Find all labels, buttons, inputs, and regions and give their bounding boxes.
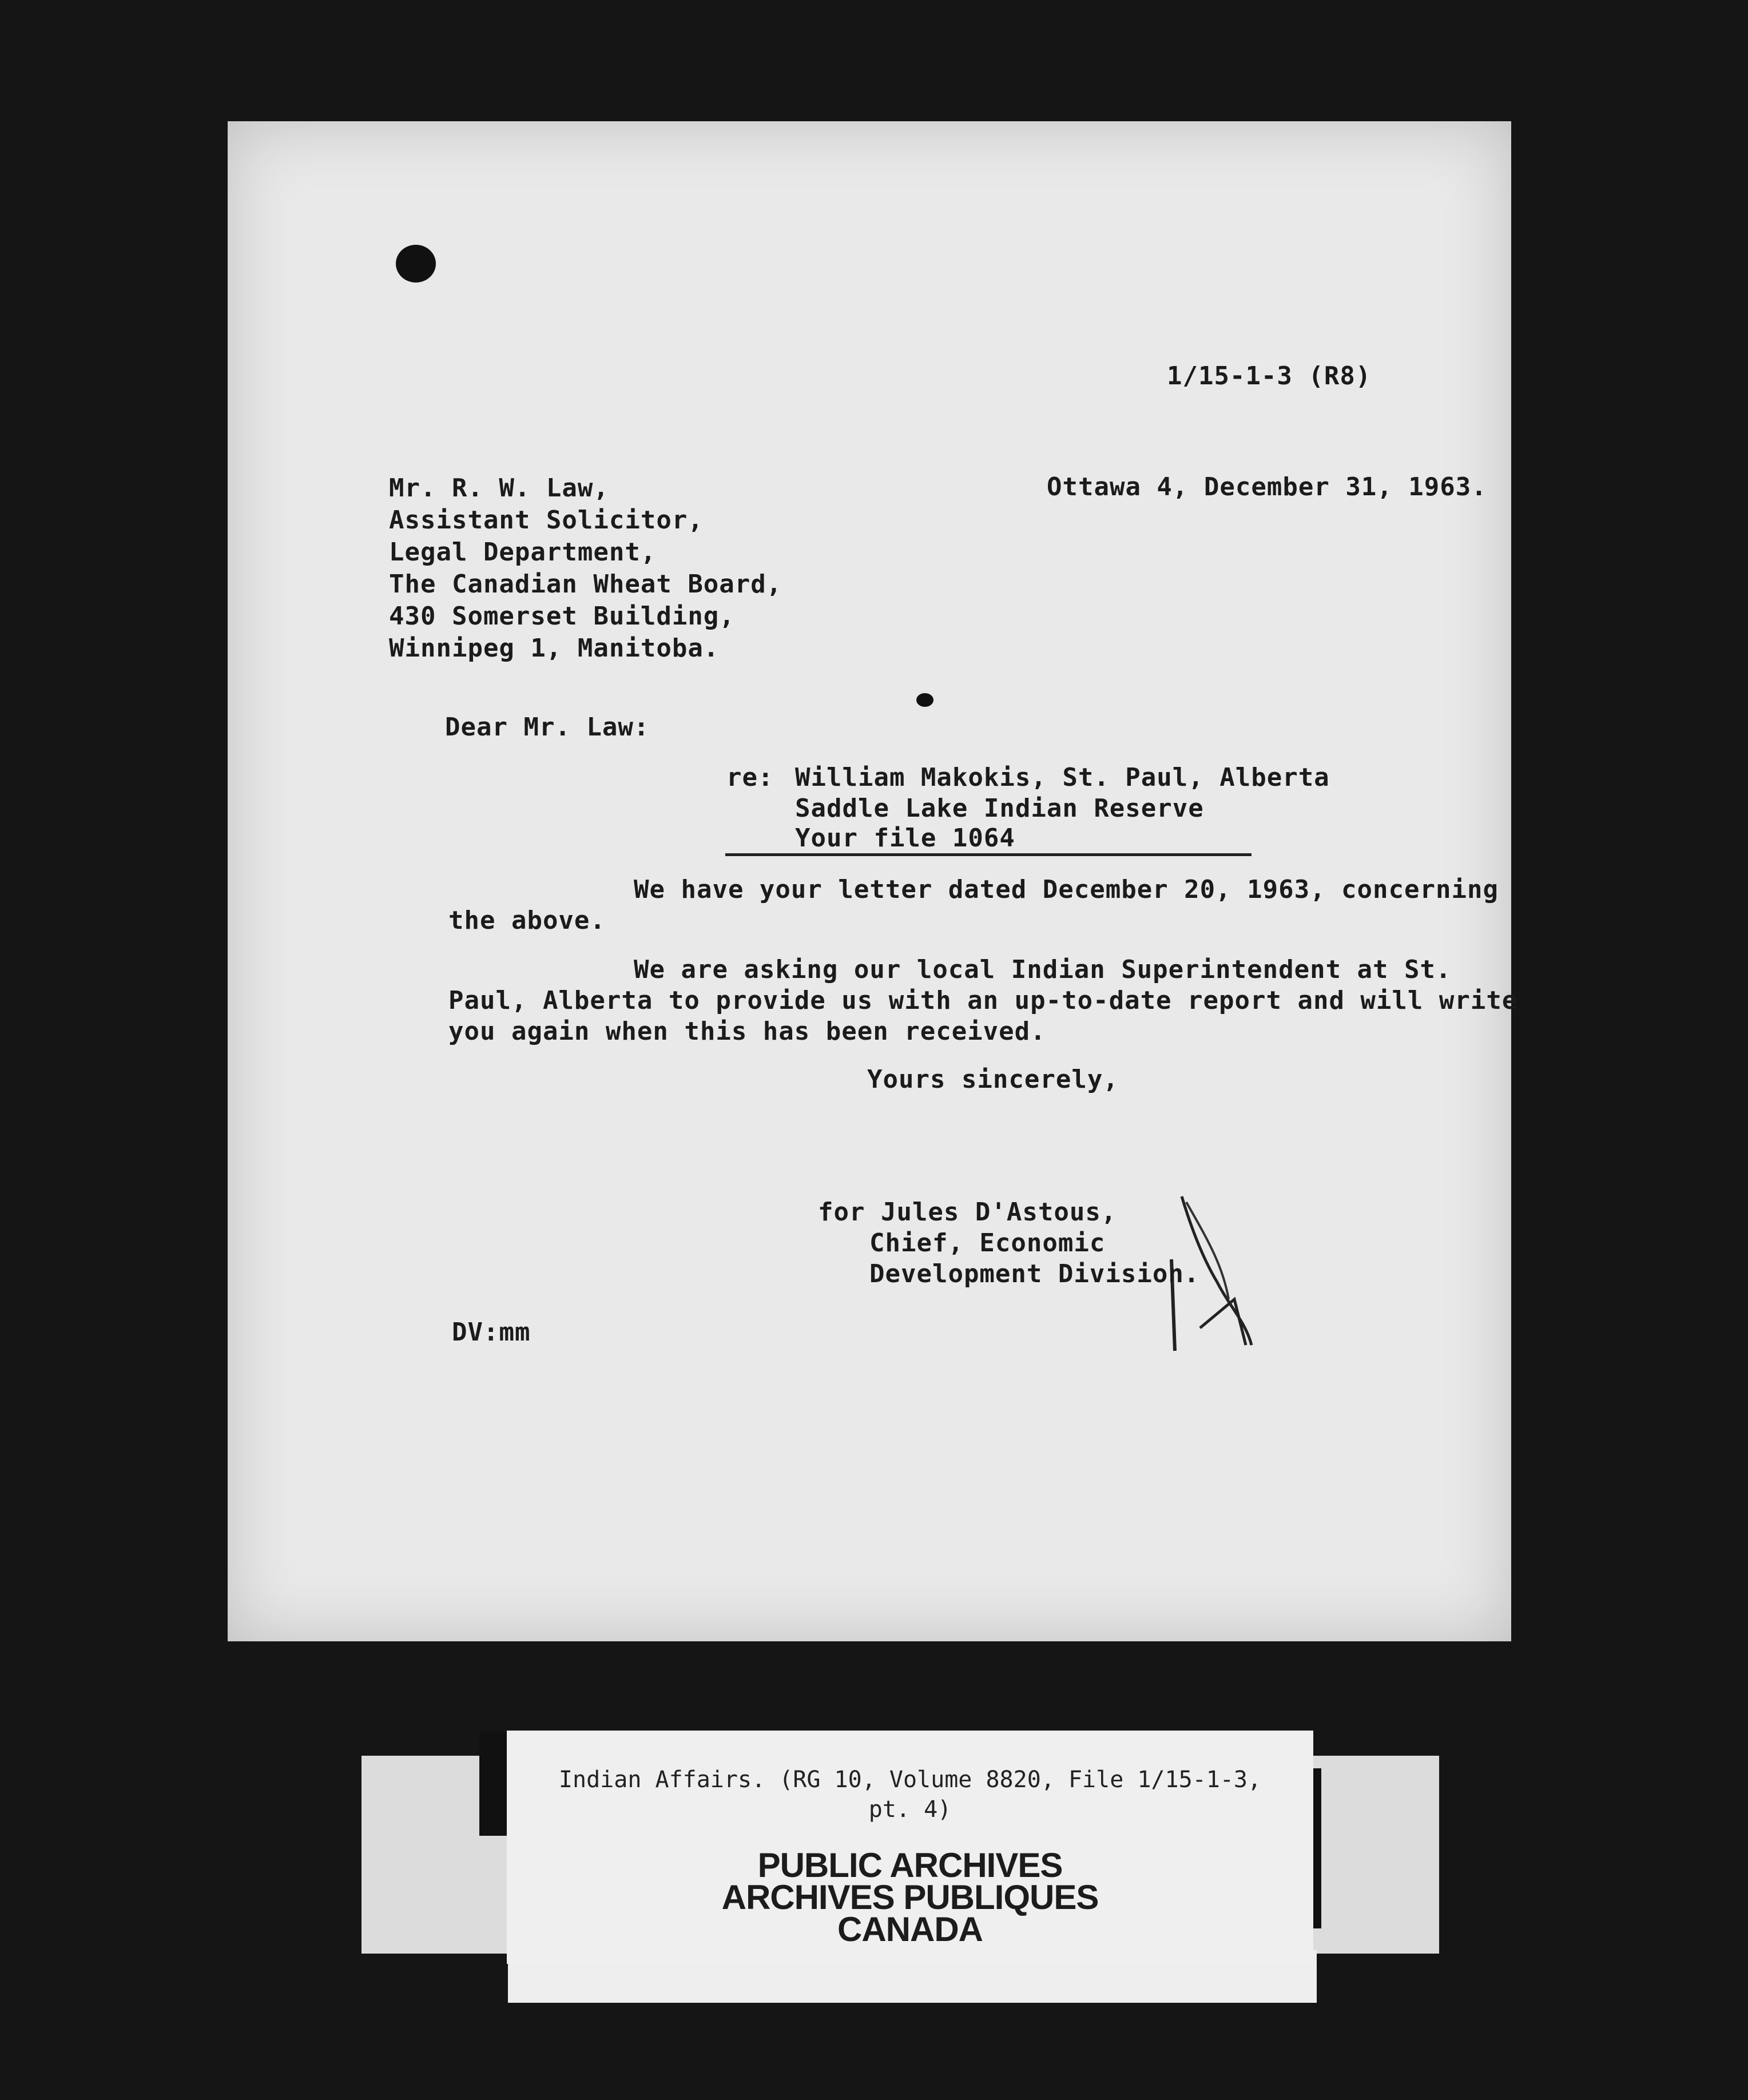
recipient-line: Mr. R. W. Law, — [389, 474, 609, 503]
paragraph-line: Paul, Alberta to provide us with an up-to-date report and will write — [448, 986, 1518, 1015]
citation-line: pt. 4) — [868, 1796, 952, 1823]
date-line: Ottawa 4, December 31, 1963. — [1047, 472, 1487, 502]
re-label: re: — [726, 763, 774, 792]
signature-line: for Jules D'Astous, — [818, 1198, 1117, 1227]
recipient-line: Winnipeg 1, Manitoba. — [389, 634, 720, 663]
re-line: Your file 1064 — [795, 824, 1015, 853]
label-edge-right — [1313, 1768, 1321, 1928]
typist-initials: DV:mm — [452, 1318, 531, 1347]
citation-line: Indian Affairs. (RG 10, Volume 8820, File 1/15-1-3, — [558, 1767, 1262, 1793]
recipient-line: Legal Department, — [389, 538, 657, 567]
ink-spot — [916, 693, 933, 707]
recipient-line: 430 Somerset Building, — [389, 602, 735, 631]
archives-line: ARCHIVES PUBLIQUES — [721, 1878, 1099, 1916]
re-line: Saddle Lake Indian Reserve — [795, 794, 1204, 823]
label-card — [507, 1731, 1313, 1964]
salutation: Dear Mr. Law: — [445, 713, 650, 742]
paragraph-line: We are asking our local Indian Superintendent at St. — [634, 955, 1452, 984]
subject-underline — [725, 853, 1252, 856]
recipient-line: Assistant Solicitor, — [389, 506, 704, 535]
closing: Yours sincerely, — [867, 1065, 1119, 1094]
label-edge-left — [479, 1733, 507, 1836]
letter-page — [228, 121, 1518, 1641]
ink-blot — [396, 245, 436, 283]
re-line: William Makokis, St. Paul, Alberta — [795, 763, 1330, 792]
signature-line: Chief, Economic — [869, 1228, 1106, 1258]
recipient-line: The Canadian Wheat Board, — [389, 570, 782, 599]
paragraph-line: you again when this has been received. — [448, 1017, 1046, 1046]
archives-line: CANADA — [837, 1910, 983, 1948]
paragraph-line: We have your letter dated December 20, 1963, concerning — [634, 875, 1499, 904]
file-number: 1/15-1-3 (R8) — [1167, 361, 1372, 391]
signature-line: Development Division. — [869, 1259, 1200, 1288]
archives-line: PUBLIC ARCHIVES — [757, 1846, 1063, 1884]
paragraph-line: the above. — [448, 906, 606, 935]
